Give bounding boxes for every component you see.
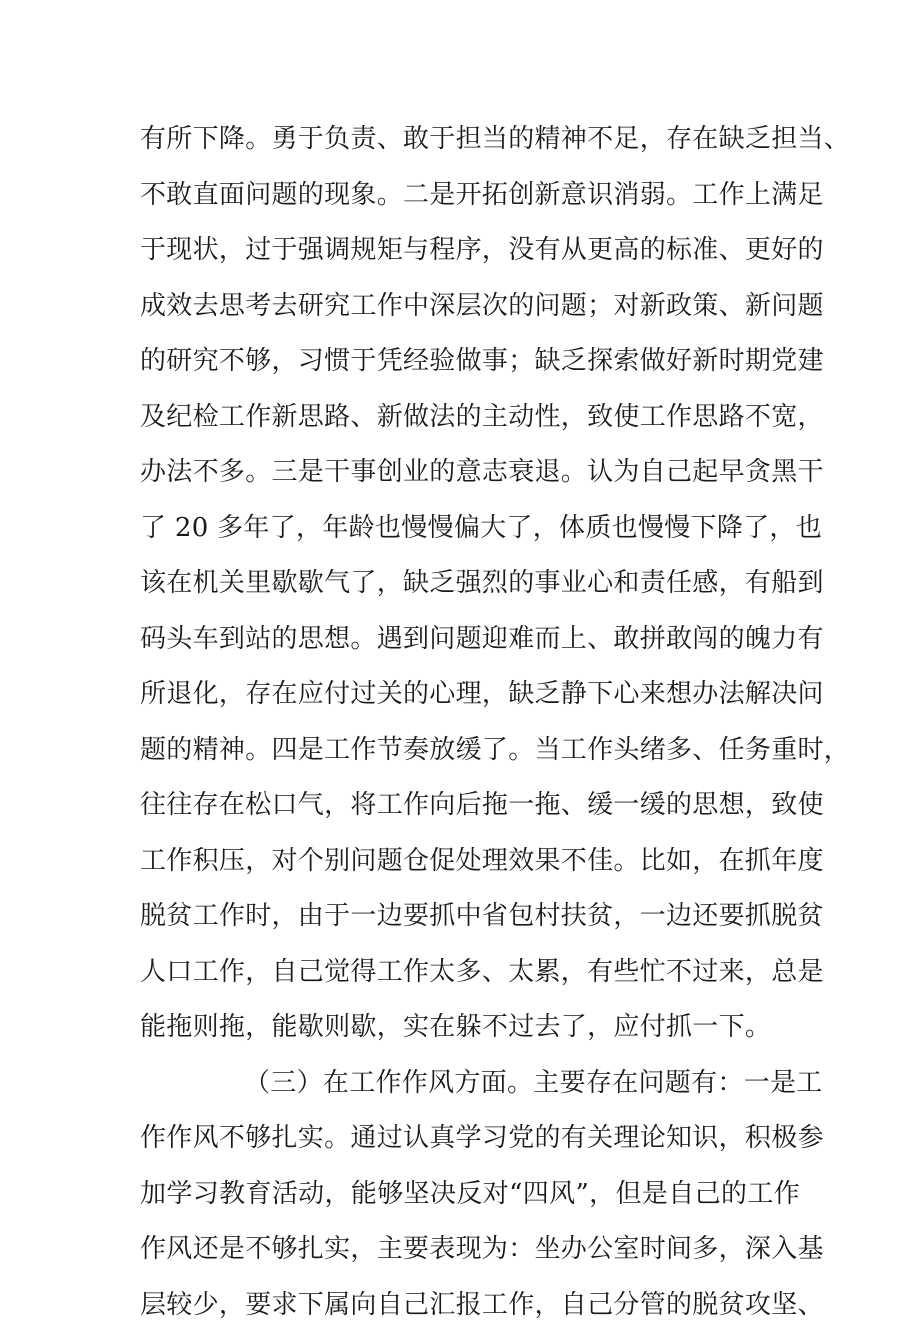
text-line: 的研究不够，习惯于凭经验做事；缺乏探索做好新时期党建: [140, 334, 800, 390]
text-line: 工作积压，对个别问题仓促处理效果不佳。比如，在抓年度: [140, 834, 800, 890]
text-line: 于现状，过于强调规矩与程序，没有从更高的标准、更好的: [140, 223, 800, 279]
text-line: 层较少，要求下属向自己汇报工作，自己分管的脱贫攻坚、: [140, 1278, 800, 1333]
text-line: 所退化，存在应付过关的心理，缺乏静下心来想办法解决问: [140, 667, 800, 723]
text-line: 往往存在松口气，将工作向后拖一拖、缓一缓的思想，致使: [140, 778, 800, 834]
text-line: 脱贫工作时，由于一边要抓中省包村扶贫，一边还要抓脱贫: [140, 889, 800, 945]
text-line: 办法不多。三是干事创业的意志衰退。认为自己起早贪黑干: [140, 445, 800, 501]
text-line: 加学习教育活动，能够坚决反对“四风”，但是自己的工作: [140, 1167, 800, 1223]
text-line: 人口工作，自己觉得工作太多、太累，有些忙不过来，总是: [140, 945, 800, 1001]
text-line: 及纪检工作新思路、新做法的主动性，致使工作思路不宽，: [140, 390, 800, 446]
text-line: 该在机关里歇歇气了，缺乏强烈的事业心和责任感，有船到: [140, 556, 800, 612]
text-line: 码头车到站的思想。遇到问题迎难而上、敢拼敢闯的魄力有: [140, 612, 800, 668]
text-line: 不敢直面问题的现象。二是开拓创新意识消弱。工作上满足: [140, 168, 800, 224]
text-line: 作作风不够扎实。通过认真学习党的有关理论知识，积极参: [140, 1111, 800, 1167]
text-line: （三）在工作作风方面。主要存在问题有：一是工: [140, 1056, 800, 1112]
text-line: 了 20 多年了，年龄也慢慢偏大了，体质也慢慢下降了，也: [140, 501, 800, 557]
text-line: 题的精神。四是工作节奏放缓了。当工作头绪多、任务重时，: [140, 723, 800, 779]
text-line: 有所下降。勇于负责、敢于担当的精神不足，存在缺乏担当、: [140, 112, 800, 168]
text-line: 成效去思考去研究工作中深层次的问题；对新政策、新问题: [140, 279, 800, 335]
text-line: 能拖则拖，能歇则歇，实在躲不过去了，应付抓一下。: [140, 1000, 800, 1056]
text-line: 作风还是不够扎实，主要表现为：坐办公室时间多，深入基: [140, 1222, 800, 1278]
body-text: [140, 112, 800, 1333]
